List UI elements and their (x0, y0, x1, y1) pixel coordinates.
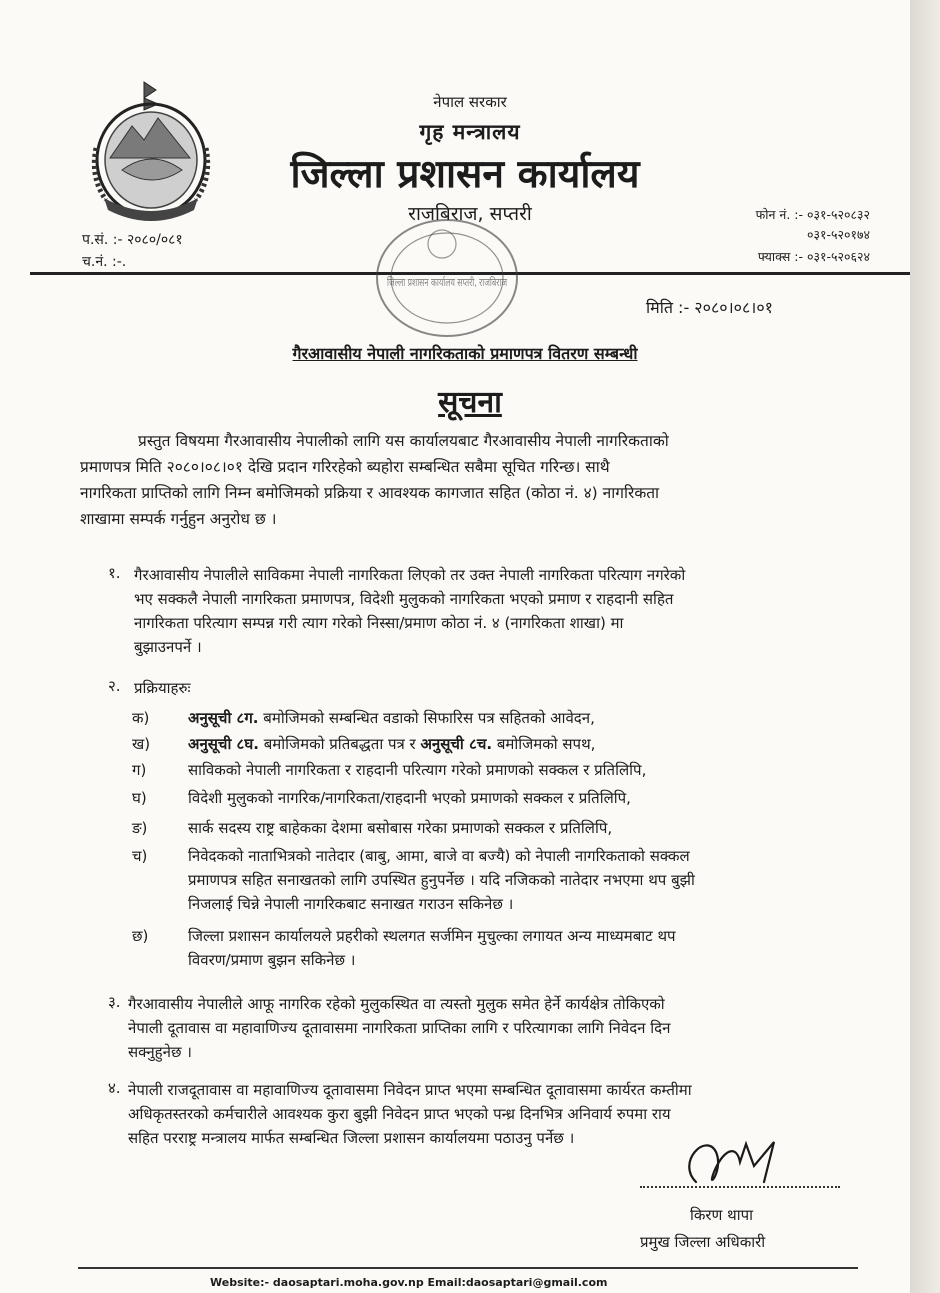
intro-line: शाखामा सम्पर्क गर्नुहुन अनुरोध छ । (80, 510, 277, 528)
schedule-ref: अनुसूची ८च. (420, 735, 493, 753)
phone-2: ०३१-५२०१७४ (806, 227, 870, 242)
procedure-label: घ) (132, 789, 147, 807)
procedure-text: सार्क सदस्य राष्ट्र बाहेकका देशमा बसोबास गरेका प्रमाणको सक्कल र प्रतिलिपि, (188, 819, 613, 837)
page-edge (910, 0, 940, 1293)
point-4-line: सहित परराष्ट्र मन्त्रालय मार्फत सम्बन्धित जिल्ला प्रशासन कार्यालयमा पठाउनु पर्नेछ । (128, 1129, 575, 1147)
signatory-name: किरण थापा (690, 1206, 754, 1224)
procedure-label: क) (132, 709, 150, 727)
footer-contact: Website:- daosaptari.moha.gov.np Email:daosaptari@gmail.com (210, 1276, 608, 1289)
intro-paragraph (80, 428, 830, 532)
procedure-line: निवेदकको नाताभित्रको नातेदार (बाबु, आमा, बाजे वा बज्यै) को नेपाली नागरिकताको सक्कल (188, 847, 690, 865)
reference-ps: प.सं. :- २०८०/०८१ (82, 232, 183, 248)
office-location: राजबिराज, सप्तरी (408, 203, 532, 225)
point-1-line: नागरिकता परित्याग सम्पन्न गरी त्याग गरेको निस्सा/प्रमाण कोठा नं. ४ (नागरिकता शाखा) मा (134, 614, 624, 632)
procedure-item (132, 706, 842, 732)
point-3-line: गैरआवासीय नेपालीले आफू नागरिक रहेको मुलुकस्थित वा त्यस्तो मुलुक समेत हेर्ने कार्यक्षेत्र तोकिएको (128, 995, 665, 1013)
point-3-line: सक्नुहुनेछ । (128, 1043, 192, 1061)
reference-cn: च.नं. :-. (82, 254, 127, 270)
procedure-label: ग) (132, 761, 147, 779)
procedure-item (132, 732, 842, 758)
stamp-text: जिल्ला प्रशासन कार्यालय सप्तरी, राजबिराज (387, 276, 508, 289)
point-2-title: प्रक्रियाहरुः (134, 679, 191, 697)
procedure-text: बमोजिमको सम्बन्धित वडाको सिफारिस पत्र सहितको आवेदन, (258, 709, 595, 727)
procedure-text: साविकको नेपाली नागरिकता र राहदानी परित्याग गरेको प्रमाणको सक्कल र प्रतिलिपि, (188, 761, 647, 779)
notice-date: मिति :- २०८०।०८।०१ (646, 298, 774, 317)
notice-subject: गैरआवासीय नेपाली नागरिकताको प्रमाणपत्र वितरण सम्बन्धी (292, 344, 638, 363)
schedule-ref: अनुसूची ८ग. (188, 709, 259, 727)
procedure-label: छ) (132, 927, 149, 945)
intro-line: प्रस्तुत विषयमा गैरआवासीय नेपालीको लागि यस कार्यालयबाट गैरआवासीय नेपाली नागरिकताको (138, 432, 669, 450)
point-3-text (128, 992, 836, 1064)
procedure-label: ङ) (132, 819, 148, 837)
intro-line: प्रमाणपत्र मिति २०८०।०८।०१ देखि प्रदान गरिरहेको ब्यहोरा सम्बन्धित सबैमा सूचित गरिन्छ। साथै (80, 458, 610, 476)
procedure-line: जिल्ला प्रशासन कार्यालयले प्रहरीको स्थलगत सर्जमिन मुचुल्का लगायत अन्य माध्यमबाट थप (188, 927, 676, 945)
procedure-item (132, 844, 842, 924)
phone-1: फोन नं. :- ०३१-५२०८३२ (755, 207, 870, 222)
procedure-item (132, 786, 842, 816)
procedure-line: निजलाई चिन्ने नेपाली नागरिकबाट सनाखत गराउन सकिनेछ । (188, 895, 514, 913)
procedure-text: विदेशी मुलुकको नागरिक/नागरिकता/राहदानी भएको प्रमाणको सक्कल र प्रतिलिपि, (188, 789, 631, 807)
procedure-item (132, 816, 842, 844)
point-2-number: २. (108, 677, 121, 695)
procedure-line: प्रमाणपत्र सहित सनाखतको लागि उपस्थित हुनुपर्नेछ । यदि नजिकको नातेदार नभएमा थप बुझी (188, 871, 695, 889)
nepal-emblem-icon (82, 78, 220, 228)
ministry-label: गृह मन्त्रालय (419, 120, 521, 144)
government-label: नेपाल सरकार (433, 93, 507, 111)
notice-title: सूचना (438, 385, 502, 420)
point-4-line: अधिकृतस्तरको कर्मचारीले आवश्यक कुरा बुझी निवेदन प्राप्त भएको पन्ध्र दिनभित्र अनिवार्य रुपमा राय (128, 1105, 671, 1123)
footer-divider (78, 1267, 858, 1269)
schedule-ref: अनुसूची ८घ. (188, 735, 259, 753)
point-1-line: भए सक्कलै नेपाली नागरिकता प्रमाणपत्र, विदेशी मुलुकको नागरिकता भएको प्रमाण र राहदानी सहित (134, 590, 674, 608)
point-4-number: ४. (108, 1079, 121, 1097)
procedure-list (132, 706, 842, 978)
point-1-text (134, 563, 834, 659)
procedure-line: विवरण/प्रमाण बुझन सकिनेछ । (188, 951, 356, 969)
procedure-text: बमोजिमको प्रतिबद्धता पत्र र (258, 735, 421, 753)
procedure-item (132, 924, 842, 978)
procedure-label: ख) (132, 735, 151, 753)
procedure-item (132, 758, 842, 786)
point-1-line: बुझाउनपर्ने । (134, 638, 202, 656)
signatory-title: प्रमुख जिल्ला अधिकारी (640, 1233, 766, 1251)
point-4-line: नेपाली राजदूतावास वा महावाणिज्य दूतावासमा निवेदन प्राप्त भएमा सम्बन्धित दूतावासमा कार्यरत कम्तीमा (128, 1081, 692, 1099)
office-title: जिल्ला प्रशासन कार्यालय (290, 152, 640, 197)
signature-line (640, 1186, 840, 1188)
intro-line: नागरिकता प्राप्तिको लागि निम्न बमोजिमको प्रक्रिया र आवश्यक कागजात सहित (कोठा नं. ४) नागरिकता (80, 484, 660, 502)
point-1-number: १. (108, 564, 121, 582)
point-3-number: ३. (108, 993, 121, 1011)
procedure-label: च) (132, 847, 148, 865)
point-3-line: नेपाली दूतावास वा महावाणिज्य दूतावासमा नागरिकता प्राप्तिका लागि र परित्यागका लागि निवेदन दिन (128, 1019, 671, 1037)
signature-icon (636, 1122, 806, 1202)
procedure-text: बमोजिमको सपथ, (492, 735, 596, 753)
point-1-line: गैरआवासीय नेपालीले साविकमा नेपाली नागरिकता लिएको तर उक्त नेपाली नागरिकता परित्याग नगरेको (134, 566, 686, 584)
fax-number: फ्याक्स :- ०३१-५२०६२४ (757, 249, 870, 264)
office-stamp-icon (372, 214, 522, 342)
